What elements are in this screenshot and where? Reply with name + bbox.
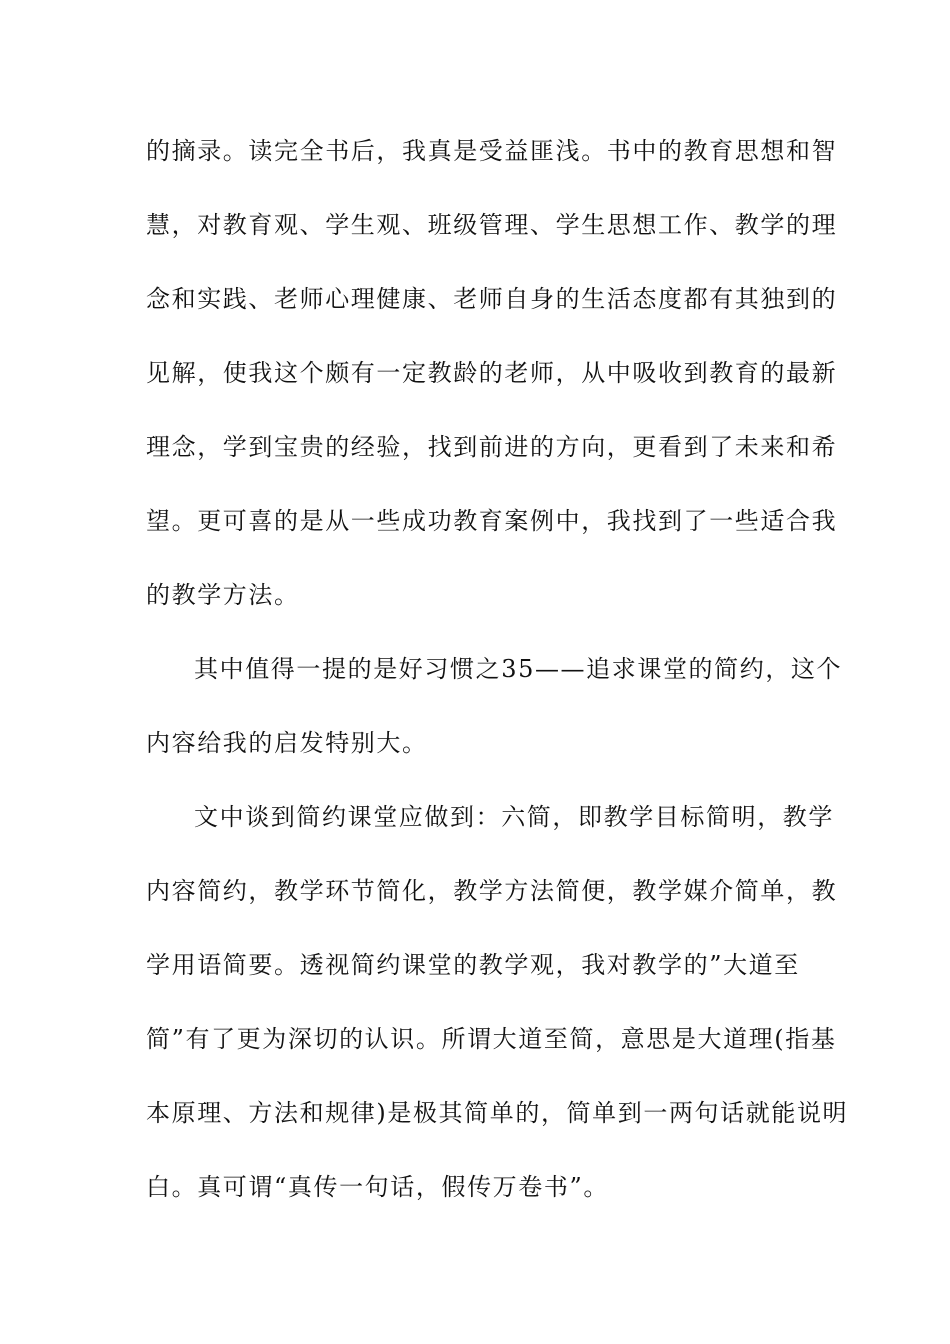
- text-line: 理念，学到宝贵的经验，找到前进的方向，更看到了未来和希: [146, 433, 838, 461]
- text-line: 学用语简要。透视简约课堂的教学观，我对教学的”大道至: [146, 951, 800, 979]
- text-line: 内容给我的启发特别大。: [146, 729, 428, 757]
- text-line: 其中值得一提的是好习惯之35——追求课堂的简约，这个: [194, 655, 843, 683]
- text-line: 的教学方法。: [146, 581, 300, 609]
- text-line: 本原理、方法和规律)是极其简单的，简单到一两句话就能说明: [146, 1099, 849, 1127]
- paragraph-3: [146, 786, 849, 1230]
- text-line: 慧，对教育观、学生观、班级管理、学生思想工作、教学的理: [146, 211, 838, 239]
- text-line: 见解，使我这个颇有一定教龄的老师，从中吸收到教育的最新: [146, 359, 838, 387]
- text-line: 的摘录。读完全书后，我真是受益匪浅。书中的教育思想和智: [146, 137, 838, 165]
- paragraph-1: [146, 120, 838, 638]
- paragraph-2: [146, 638, 843, 786]
- text-line: 内容简约，教学环节简化，教学方法简便，教学媒介简单，教: [146, 877, 838, 905]
- text-line: 念和实践、老师心理健康、老师自身的生活态度都有其独到的: [146, 285, 838, 313]
- text-line: 简”有了更为深切的认识。所谓大道至简，意思是大道理(指基: [146, 1025, 837, 1053]
- text-line: 文中谈到简约课堂应做到：六简，即教学目标简明，教学: [194, 803, 834, 831]
- text-line: 白。真可谓“真传一句话，假传万卷书”。: [146, 1173, 609, 1201]
- body-text: [146, 120, 849, 1230]
- text-line: 望。更可喜的是从一些成功教育案例中，我找到了一些适合我: [146, 507, 838, 535]
